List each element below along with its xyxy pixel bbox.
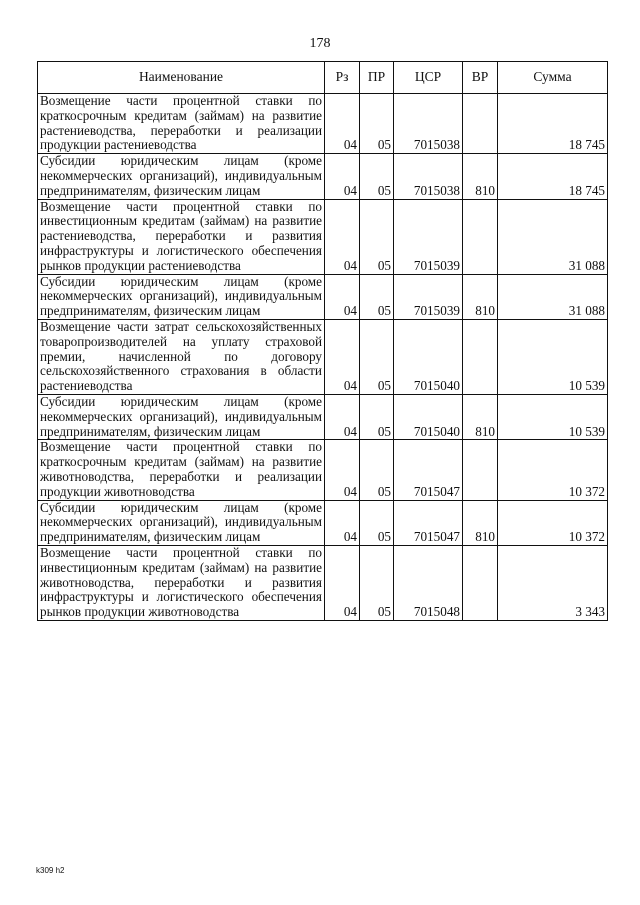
cell-name: Возмещение части затрат сельскохозяйственных товаропроизводителей на уплату страховой премии, начисленной по договору сельскохозяйственного страхования в области растениеводства bbox=[38, 319, 325, 394]
cell-vr bbox=[463, 545, 498, 620]
cell-pr: 05 bbox=[360, 274, 394, 319]
cell-csr: 7015039 bbox=[394, 274, 463, 319]
cell-name: Субсидии юридическим лицам (кроме некоммерческих организаций), индивидуальным предпринимателям, физическим лицам bbox=[38, 500, 325, 545]
table-row bbox=[38, 440, 608, 500]
header-sum: Сумма bbox=[498, 62, 608, 94]
cell-sum: 3 343 bbox=[498, 545, 608, 620]
cell-pr: 05 bbox=[360, 394, 394, 439]
cell-vr: 810 bbox=[463, 274, 498, 319]
table-row bbox=[38, 199, 608, 274]
cell-rz: 04 bbox=[325, 440, 360, 500]
table-row bbox=[38, 545, 608, 620]
cell-rz: 04 bbox=[325, 154, 360, 199]
cell-pr: 05 bbox=[360, 500, 394, 545]
cell-sum: 31 088 bbox=[498, 274, 608, 319]
cell-csr: 7015038 bbox=[394, 94, 463, 154]
cell-name: Возмещение части процентной ставки по инвестиционным кредитам (займам) на развитие растениеводства, переработки и развития инфраструктуры и логистического обеспечения рынков продукции растениеводства bbox=[38, 199, 325, 274]
cell-name: Возмещение части процентной ставки по инвестиционным кредитам (займам) на развитие животноводства, переработки и развития инфраструктуры и логистического обеспечения рынков продукции животноводства bbox=[38, 545, 325, 620]
cell-name: Субсидии юридическим лицам (кроме некоммерческих организаций), индивидуальным предпринимателям, физическим лицам bbox=[38, 274, 325, 319]
cell-rz: 04 bbox=[325, 199, 360, 274]
cell-csr: 7015040 bbox=[394, 394, 463, 439]
cell-sum: 31 088 bbox=[498, 199, 608, 274]
cell-name: Субсидии юридическим лицам (кроме некоммерческих организаций), индивидуальным предпринимателям, физическим лицам bbox=[38, 154, 325, 199]
cell-rz: 04 bbox=[325, 545, 360, 620]
cell-vr bbox=[463, 94, 498, 154]
cell-csr: 7015048 bbox=[394, 545, 463, 620]
cell-pr: 05 bbox=[360, 440, 394, 500]
header-rz: Рз bbox=[325, 62, 360, 94]
cell-csr: 7015038 bbox=[394, 154, 463, 199]
cell-sum: 10 372 bbox=[498, 440, 608, 500]
table-row bbox=[38, 394, 608, 439]
cell-rz: 04 bbox=[325, 94, 360, 154]
table-row bbox=[38, 274, 608, 319]
cell-vr: 810 bbox=[463, 154, 498, 199]
cell-sum: 18 745 bbox=[498, 94, 608, 154]
cell-sum: 10 539 bbox=[498, 319, 608, 394]
cell-vr: 810 bbox=[463, 500, 498, 545]
table-row bbox=[38, 154, 608, 199]
header-name: Наименование bbox=[38, 62, 325, 94]
header-vr: ВР bbox=[463, 62, 498, 94]
budget-table bbox=[37, 61, 608, 621]
cell-sum: 10 539 bbox=[498, 394, 608, 439]
cell-rz: 04 bbox=[325, 394, 360, 439]
cell-pr: 05 bbox=[360, 154, 394, 199]
cell-vr bbox=[463, 199, 498, 274]
table-row bbox=[38, 500, 608, 545]
cell-name: Возмещение части процентной ставки по краткосрочным кредитам (займам) на развитие растениеводства, переработки и реализации продукции растениеводства bbox=[38, 94, 325, 154]
table-row bbox=[38, 319, 608, 394]
cell-pr: 05 bbox=[360, 94, 394, 154]
cell-pr: 05 bbox=[360, 199, 394, 274]
table-row bbox=[38, 94, 608, 154]
cell-rz: 04 bbox=[325, 274, 360, 319]
cell-csr: 7015047 bbox=[394, 500, 463, 545]
cell-vr bbox=[463, 440, 498, 500]
cell-vr: 810 bbox=[463, 394, 498, 439]
cell-rz: 04 bbox=[325, 500, 360, 545]
cell-pr: 05 bbox=[360, 319, 394, 394]
cell-rz: 04 bbox=[325, 319, 360, 394]
header-csr: ЦСР bbox=[394, 62, 463, 94]
cell-vr bbox=[463, 319, 498, 394]
cell-csr: 7015040 bbox=[394, 319, 463, 394]
table-header-row bbox=[38, 62, 608, 94]
cell-sum: 10 372 bbox=[498, 500, 608, 545]
cell-name: Возмещение части процентной ставки по краткосрочным кредитам (займам) на развитие животноводства, переработки и реализации продукции животноводства bbox=[38, 440, 325, 500]
cell-csr: 7015047 bbox=[394, 440, 463, 500]
footer-code: k309 h2 bbox=[36, 866, 65, 875]
page-number: 178 bbox=[309, 36, 331, 51]
cell-sum: 18 745 bbox=[498, 154, 608, 199]
header-pr: ПР bbox=[360, 62, 394, 94]
cell-pr: 05 bbox=[360, 545, 394, 620]
cell-csr: 7015039 bbox=[394, 199, 463, 274]
cell-name: Субсидии юридическим лицам (кроме некоммерческих организаций), индивидуальным предпринимателям, физическим лицам bbox=[38, 394, 325, 439]
